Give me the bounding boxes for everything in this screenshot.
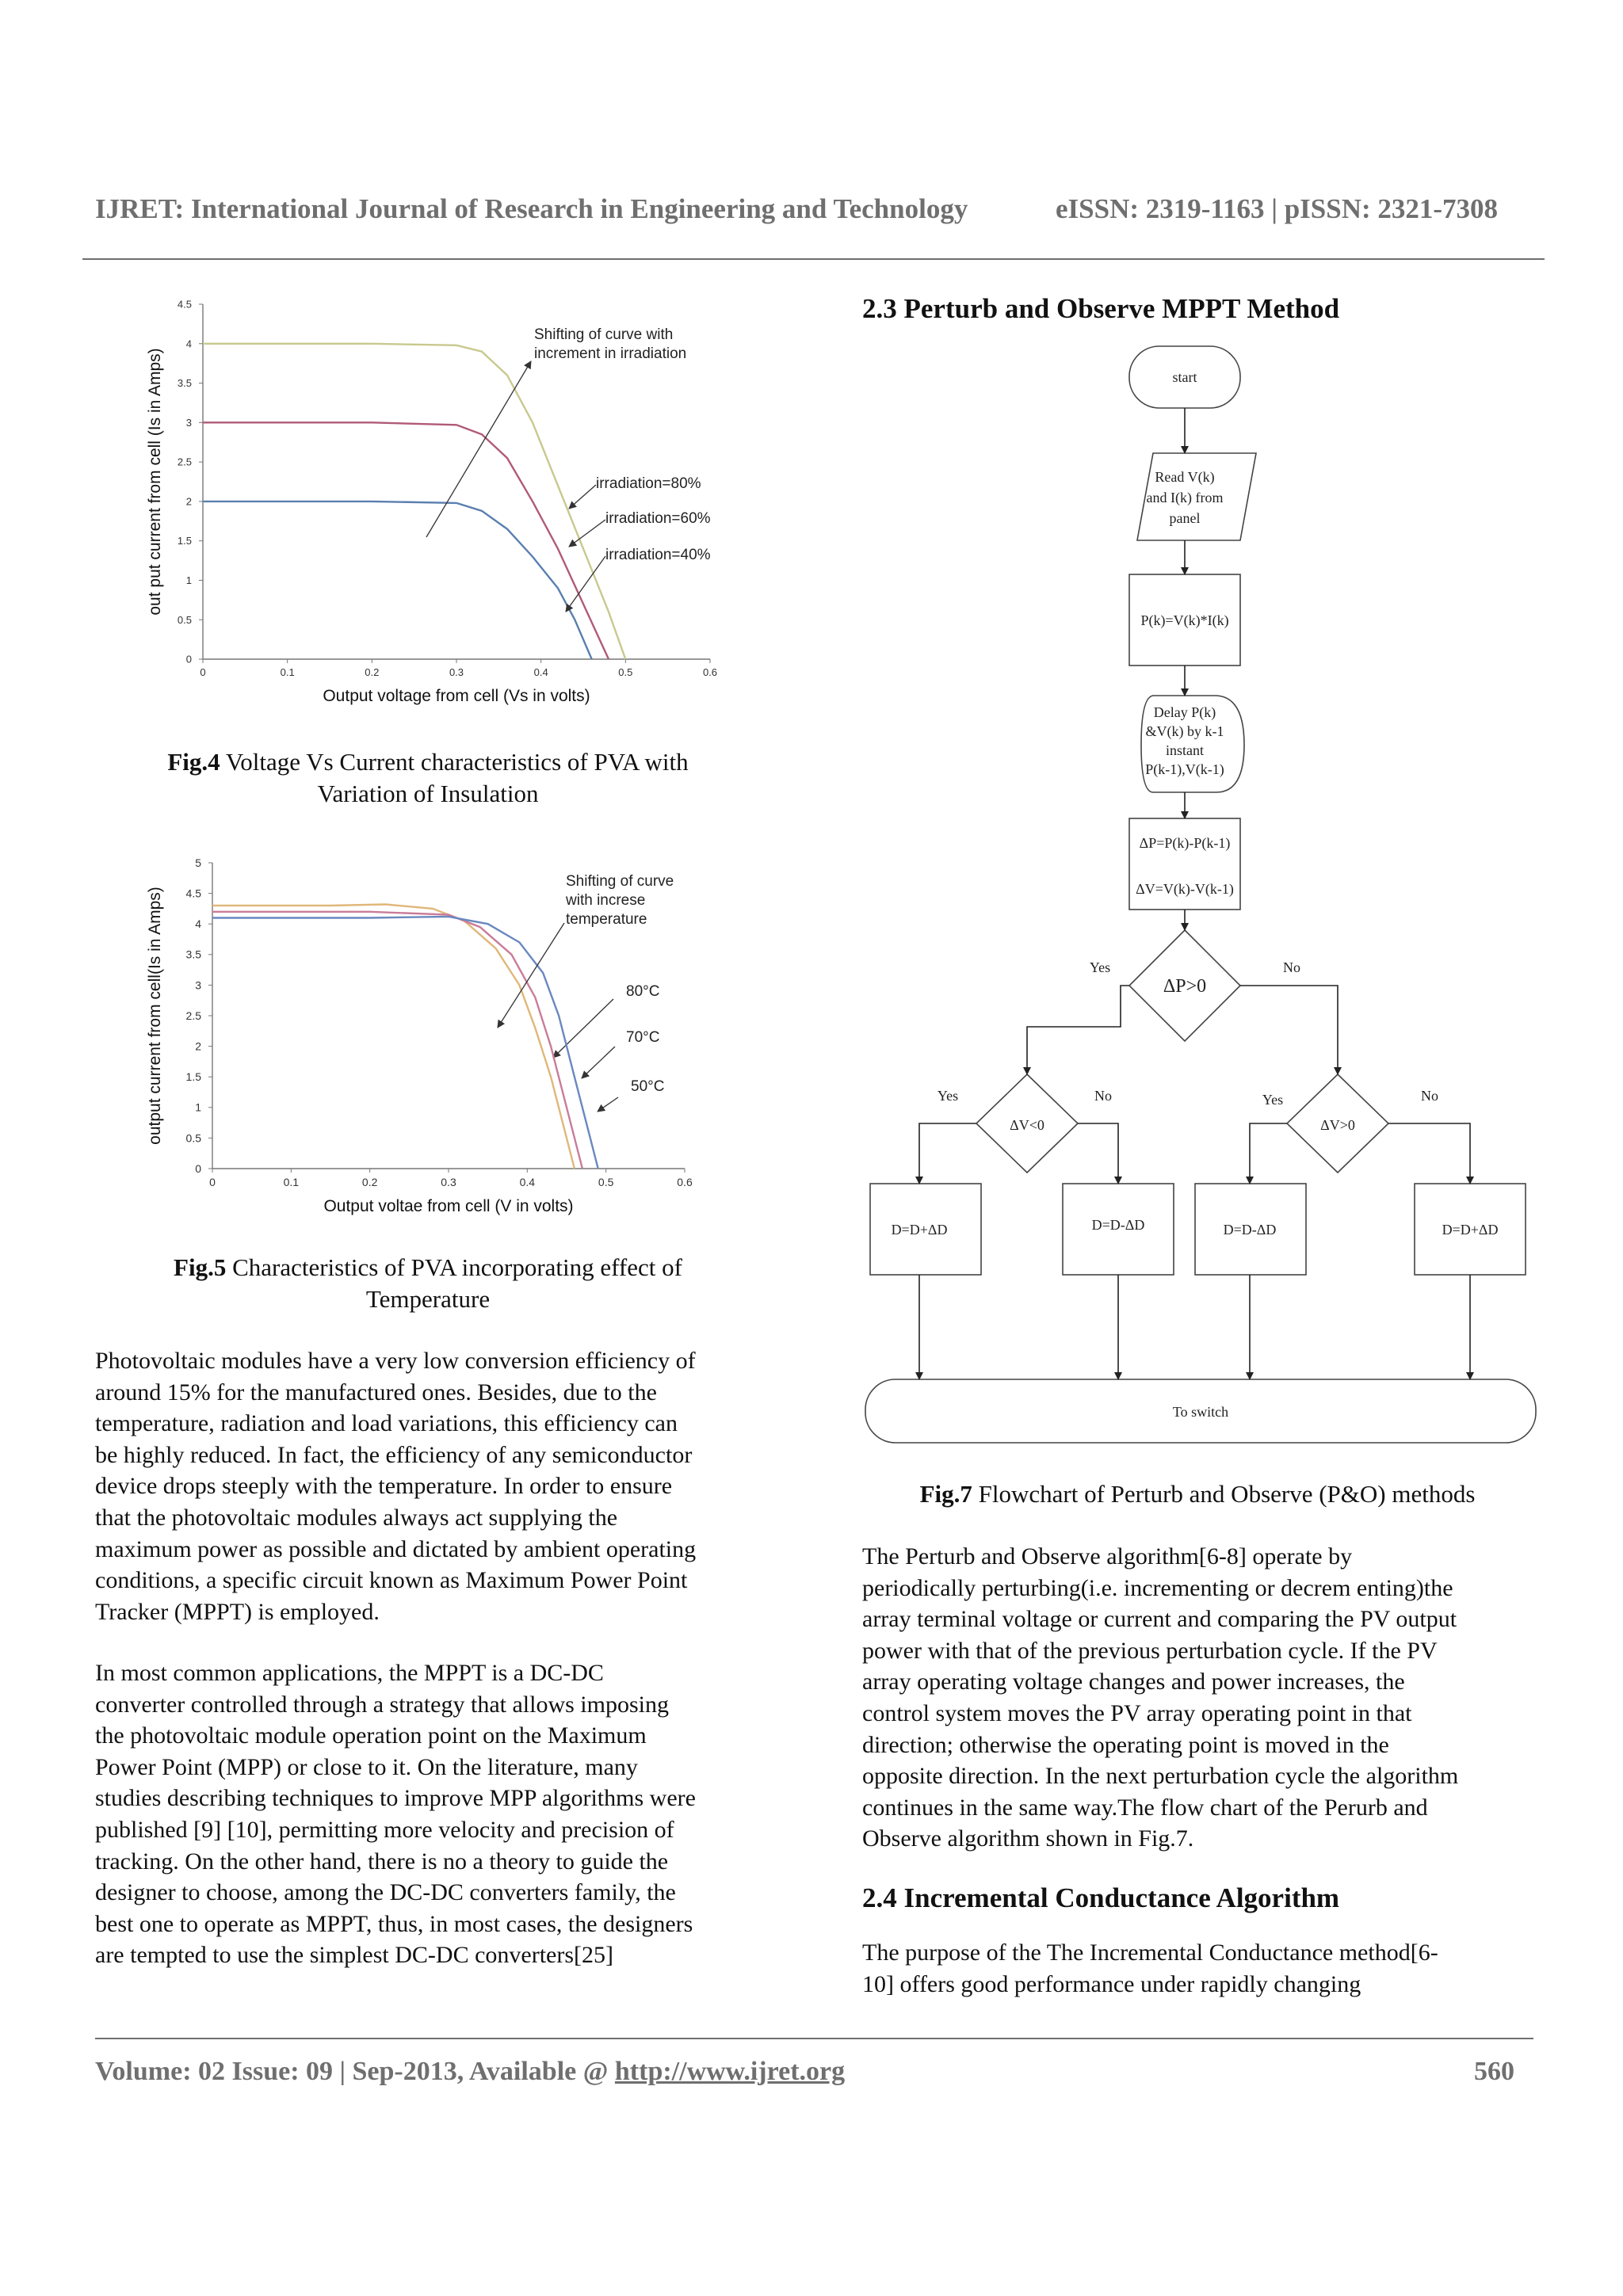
- x-tick-label: 0.4: [519, 1176, 536, 1188]
- annotation-line: Shifting of curve: [566, 873, 674, 890]
- fig4-caption: [127, 746, 729, 810]
- y-tick-label: 4: [185, 338, 192, 350]
- journal-title: IJRET: International Journal of Research in Engineering and Technology: [95, 193, 968, 224]
- perturb-observe-line: Observe algorithm shown in Fig.7.: [862, 1825, 1194, 1852]
- fig7-caption-text: Flowchart of Perturb and Observe (P&O) methods: [972, 1480, 1476, 1508]
- issn-info: eISSN: 2319-1163 | pISSN: 2321-7308: [1056, 193, 1499, 224]
- fc-read-line1: Read V(k): [1155, 469, 1215, 485]
- x-tick-label: 0.2: [365, 666, 380, 678]
- perturb-observe-line: array operating voltage changes and power increases, the: [862, 1669, 1405, 1695]
- fc-dp-label: ΔP>0: [1163, 976, 1207, 997]
- mppt-line: the photovoltaic module operation point on the Maximum: [95, 1722, 647, 1749]
- fc-dv-pos-label: ΔV>0: [1320, 1117, 1355, 1133]
- fc-read-line2: and I(k) from: [1146, 490, 1224, 505]
- footer-rule: [95, 2038, 1533, 2039]
- series-label-2: 70°C: [626, 1029, 660, 1046]
- mppt-line: tracking. On the other hand, there is no a theory to guide the: [95, 1848, 669, 1875]
- efficiency-line: temperature, radiation and load variations, this efficiency can: [95, 1410, 678, 1437]
- x-tick-label: 0.6: [677, 1176, 693, 1188]
- series-line-3: [203, 502, 592, 659]
- fc-box1-label: D=D+ΔD: [891, 1222, 948, 1238]
- footer-text: Volume: 02 Issue: 09 | Sep-2013, Available @: [95, 2057, 615, 2086]
- x-axis-title: Output voltage from cell (Vs in volts): [323, 687, 590, 705]
- footer-volume: [95, 2057, 845, 2087]
- y-tick-label: 0.5: [177, 613, 192, 626]
- footer-link[interactable]: http://www.ijret.org: [614, 2057, 846, 2086]
- y-tick-label: 1.5: [177, 535, 192, 547]
- x-tick-label: 0: [209, 1176, 216, 1188]
- fc-yes-left: Yes: [937, 1088, 959, 1104]
- fig5-caption-text: Characteristics of PVA incorporating effect of: [226, 1253, 682, 1281]
- x-tick-label: 0.5: [598, 1176, 614, 1188]
- po-flowchart: [856, 333, 1553, 1458]
- mppt-line: published [9] [10], permitting more velocity and precision of: [95, 1816, 674, 1843]
- x-tick-label: 0.5: [618, 666, 633, 678]
- x-tick-label: 0.6: [702, 666, 718, 678]
- annotation-arrow: [498, 923, 564, 1028]
- fig7-caption: [862, 1478, 1533, 1510]
- mppt-line: studies describing techniques to improve MPP algorithms were: [95, 1785, 696, 1812]
- x-tick-label: 0.3: [441, 1176, 456, 1188]
- perturb-observe-line: The Perturb and Observe algorithm[6-8] operate by: [862, 1543, 1353, 1569]
- annotation-line: increment in irradiation: [534, 345, 687, 362]
- section-heading-2-3: 2.3 Perturb and Observe MPPT Method: [862, 293, 1340, 324]
- y-tick-label: 1.5: [185, 1070, 201, 1084]
- y-tick-label: 0: [185, 653, 192, 666]
- perturb-observe-line: array terminal voltage or current and comparing the PV output: [862, 1606, 1457, 1633]
- fc-delta-v: ΔV=V(k)-V(k-1): [1136, 881, 1234, 897]
- paragraph-incremental: [862, 1937, 1533, 2000]
- perturb-observe-line: direction; otherwise the operating point is moved in the: [862, 1731, 1389, 1758]
- perturb-observe-line: control system moves the PV array operating point in that: [862, 1699, 1412, 1726]
- x-tick-label: 0.1: [283, 1176, 300, 1188]
- fc-start-label: start: [1172, 369, 1197, 385]
- fig4-caption-line2: Variation of Insulation: [317, 780, 539, 807]
- y-tick-label: 2: [195, 1039, 201, 1053]
- efficiency-line: be highly reduced. In fact, the efficiency of any semiconductor: [95, 1441, 693, 1468]
- efficiency-line: that the photovoltaic modules always act supplying the: [95, 1504, 618, 1531]
- page-number: 560: [1474, 2057, 1514, 2086]
- y-axis-title: output current from cell(Is in Amps): [146, 887, 164, 1145]
- fig4-caption-text: Voltage Vs Current characteristics of PVA with: [220, 748, 689, 776]
- y-tick-label: 2.5: [177, 456, 192, 468]
- y-tick-label: 5: [195, 856, 201, 869]
- perturb-observe-line: periodically perturbing(i.e. incrementing or decrem enting)the: [862, 1574, 1453, 1601]
- efficiency-line: conditions, a specific circuit known as Maximum Power Point: [95, 1567, 688, 1594]
- fc-box3-label: D=D-ΔD: [1223, 1222, 1277, 1238]
- mppt-line: best one to operate as MPPT, thus, in most cases, the designers: [95, 1910, 693, 1937]
- y-tick-label: 4: [195, 917, 201, 931]
- y-tick-label: 4.5: [185, 887, 201, 900]
- efficiency-line: device drops steeply with the temperature. In order to ensure: [95, 1473, 673, 1500]
- annotation-line: temperature: [566, 911, 647, 928]
- x-tick-label: 0.4: [533, 666, 548, 678]
- incremental-line: 10] offers good performance under rapidly changing: [862, 1970, 1361, 1997]
- x-axis-title: Output voltae from cell (V in volts): [323, 1197, 574, 1215]
- paragraph-perturb-observe: [862, 1541, 1533, 1855]
- series-label-arrow: [598, 1097, 618, 1112]
- fc-yes-right: Yes: [1262, 1092, 1284, 1108]
- section-heading-2-4: 2.4 Incremental Conductance Algorithm: [862, 1882, 1340, 1913]
- fc-dv-neg-label: ΔV<0: [1010, 1117, 1044, 1133]
- fc-switch-label: To switch: [1172, 1404, 1229, 1420]
- efficiency-line: maximum power as possible and dictated by ambient operating: [95, 1535, 697, 1562]
- fig4-chart: [143, 285, 737, 713]
- y-tick-label: 0.5: [185, 1131, 201, 1145]
- perturb-observe-line: continues in the same way.The flow chart of the Perurb and: [862, 1794, 1428, 1821]
- series-label-arrow: [566, 556, 605, 612]
- incremental-line: The purpose of the The Incremental Conductance method[6-: [862, 1939, 1438, 1966]
- fc-no-right: No: [1421, 1088, 1438, 1104]
- y-tick-label: 4.5: [177, 298, 192, 311]
- mppt-line: are tempted to use the simplest DC-DC converters[25]: [95, 1942, 613, 1969]
- fc-box2-label: D=D-ΔD: [1091, 1217, 1145, 1233]
- mppt-line: In most common applications, the MPPT is a DC-DC: [95, 1660, 604, 1686]
- y-tick-label: 1: [195, 1100, 201, 1114]
- fig4-label: Fig.4: [167, 748, 220, 776]
- fc-delay-line3: instant: [1166, 742, 1204, 758]
- y-tick-label: 3.5: [185, 948, 201, 961]
- running-header: [95, 193, 1537, 225]
- y-tick-label: 3: [185, 416, 192, 429]
- fig5-label: Fig.5: [174, 1253, 227, 1281]
- efficiency-line: Tracker (MPPT) is employed.: [95, 1598, 380, 1625]
- fc-delay-line1: Delay P(k): [1153, 704, 1216, 720]
- efficiency-line: Photovoltaic modules have a very low conversion efficiency of: [95, 1348, 696, 1374]
- perturb-observe-line: opposite direction. In the next perturbation cycle the algorithm: [862, 1763, 1459, 1790]
- x-tick-label: 0.2: [361, 1176, 378, 1188]
- series-label-3: irradiation=40%: [605, 547, 711, 563]
- series-label-arrow: [569, 520, 605, 547]
- series-label-1: 80°C: [626, 983, 660, 1000]
- annotation-line: Shifting of curve with: [534, 326, 674, 343]
- y-tick-label: 3: [195, 978, 201, 992]
- series-label-1: irradiation=80%: [596, 475, 701, 492]
- y-tick-label: 0: [195, 1161, 201, 1175]
- fc-yes-main: Yes: [1089, 959, 1111, 975]
- fig5-chart: [143, 836, 737, 1232]
- mppt-line: Power Point (MPP) or close to it. On the literature, many: [95, 1753, 638, 1780]
- paragraph-efficiency: [95, 1345, 766, 1627]
- y-tick-label: 2.5: [185, 1009, 201, 1022]
- series-label-2: irradiation=60%: [605, 510, 711, 527]
- x-tick-label: 0: [200, 666, 206, 678]
- efficiency-line: around 15% for the manufactured ones. Besides, due to the: [95, 1379, 657, 1405]
- y-axis-title: out put current from cell (Is in Amps): [146, 348, 164, 616]
- fc-read-line3: panel: [1169, 510, 1201, 526]
- fig5-caption: [127, 1252, 729, 1315]
- perturb-observe-line: power with that of the previous perturbation cycle. If the PV: [862, 1637, 1438, 1664]
- series-label-arrow: [582, 1047, 615, 1078]
- series-label-arrow: [569, 485, 596, 509]
- annotation-line: with increse: [566, 892, 646, 909]
- series-label-3: 50°C: [631, 1078, 665, 1095]
- fig7-label: Fig.7: [919, 1480, 972, 1508]
- header-rule: [82, 258, 1545, 260]
- y-tick-label: 3.5: [177, 377, 192, 390]
- fc-delta-p: ΔP=P(k)-P(k-1): [1139, 835, 1231, 851]
- fc-no-main: No: [1283, 959, 1300, 975]
- fig5-caption-line2: Temperature: [365, 1285, 491, 1313]
- mppt-line: converter controlled through a strategy that allows imposing: [95, 1691, 669, 1718]
- mppt-line: designer to choose, among the DC-DC converters family, the: [95, 1879, 676, 1906]
- x-tick-label: 0.1: [280, 666, 295, 678]
- fc-box4-label: D=D+ΔD: [1442, 1222, 1499, 1238]
- fc-delay-line2: &V(k) by k-1: [1145, 723, 1224, 739]
- y-tick-label: 2: [185, 495, 192, 508]
- x-tick-label: 0.3: [449, 666, 464, 678]
- y-tick-label: 1: [185, 574, 192, 586]
- paragraph-mppt: [95, 1657, 766, 1971]
- fc-no-left: No: [1094, 1088, 1112, 1104]
- fc-delay-line4: P(k-1),V(k-1): [1145, 761, 1224, 777]
- series-line-2: [212, 912, 582, 1169]
- fc-power-label: P(k)=V(k)*I(k): [1140, 612, 1229, 628]
